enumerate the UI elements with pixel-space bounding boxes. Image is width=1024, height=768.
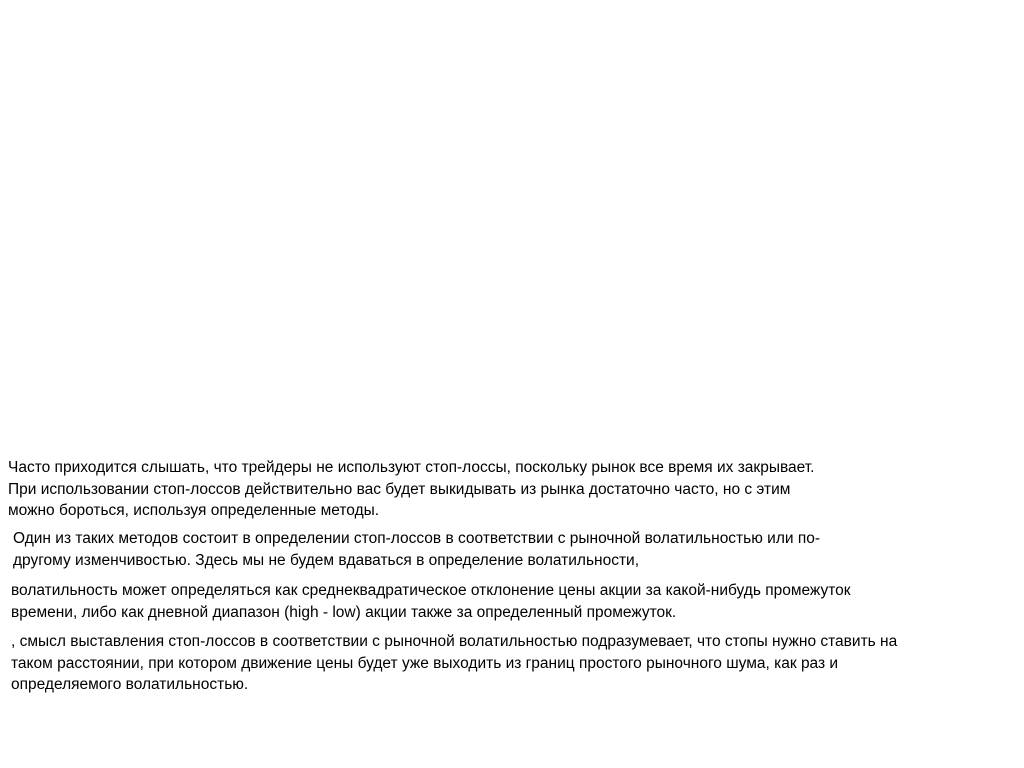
text-line: времени, либо как дневной диапазон (high - low) акции также за определенный промежуток. xyxy=(11,603,677,621)
paragraph-stop-loss-intro xyxy=(8,457,908,522)
paragraph-volatility-method xyxy=(13,528,913,571)
text-line: Один из таких методов состоит в определении стоп-лоссов в соответствии с рыночной волатильностью или по- xyxy=(13,530,821,547)
text-line: определяемого волатильностью. xyxy=(11,676,249,693)
text-line: можно бороться, используя определенные методы. xyxy=(8,502,380,519)
text-line: волатильность может определяться как среднеквадратическое отклонение цены акции за какой-нибудь промежуток xyxy=(11,582,851,599)
text-line: , смысл выставления стоп-лоссов в соответствии с рыночной волатильностью подразумевает, что стопы нужно ставить на xyxy=(11,633,898,650)
paragraph-volatility-definition xyxy=(11,580,951,623)
text-line: Часто приходится слышать, что трейдеры не используют стоп-лоссы, поскольку рынок все время их закрывает. xyxy=(8,459,815,476)
paragraph-stop-placement-meaning xyxy=(11,631,1001,696)
text-line: При использовании стоп-лоссов действительно вас будет выкидывать из рынка достаточно часто, но с этим xyxy=(8,480,791,498)
text-line: таком расстоянии, при котором движение цены будет уже выходить из границ простого рыночного шума, как раз и xyxy=(11,654,839,672)
text-line: другому изменчивостью. Здесь мы не будем вдаваться в определение волатильности, xyxy=(13,551,640,569)
